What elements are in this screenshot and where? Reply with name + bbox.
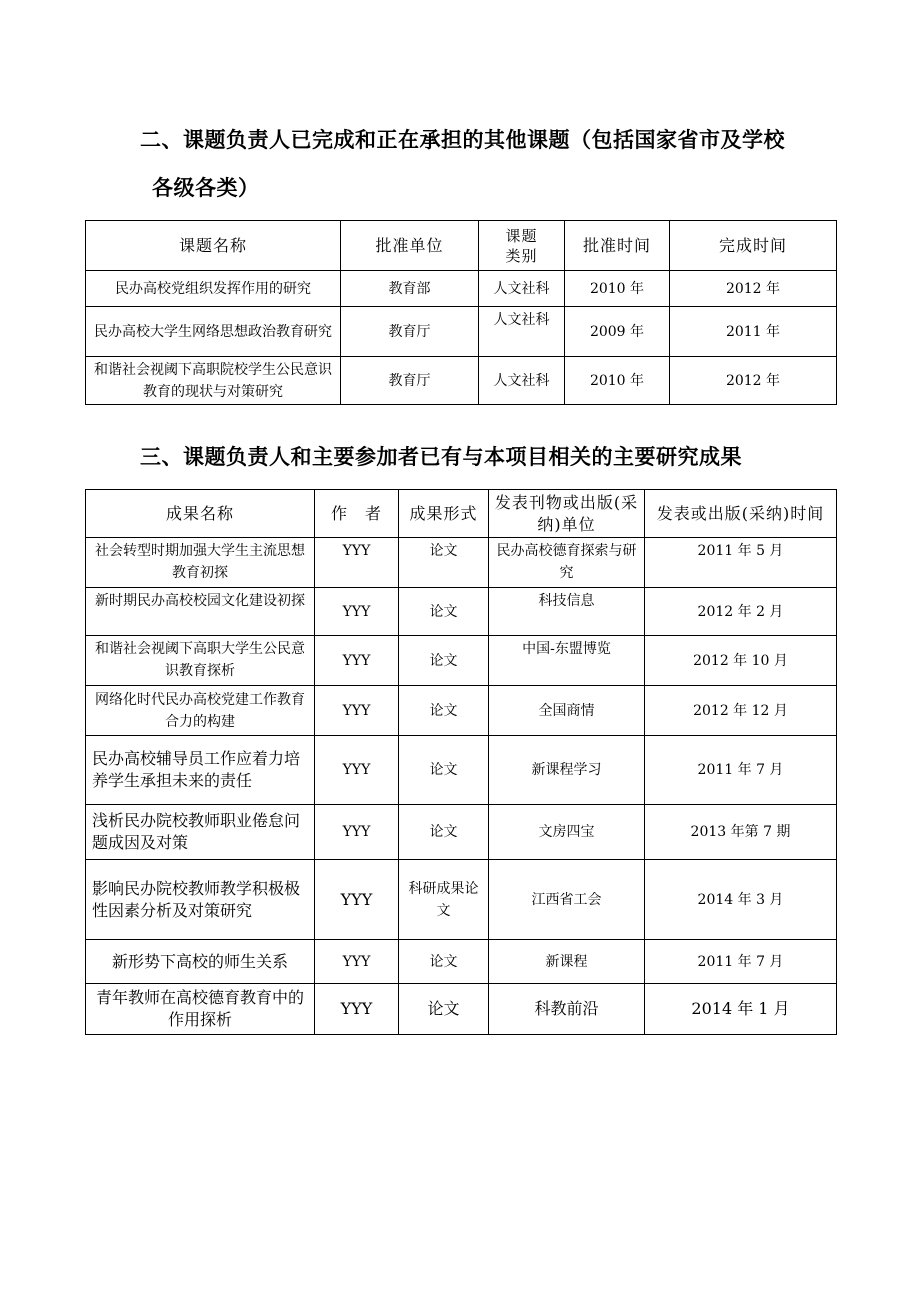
result-form: 论文 [399,805,489,860]
result-form: 论文 [399,736,489,805]
result-form: 科研成果论文 [399,860,489,940]
table-row [86,636,837,686]
result-publisher: 新课程 [489,940,645,984]
header-publisher: 发表刊物或出版(采纳)单位 [489,490,645,538]
result-author: YYY [315,636,399,686]
result-name: 网络化时代民办高校党建工作教育合力的构建 [86,686,315,736]
result-author: YYY [315,940,399,984]
table-row [86,940,837,984]
result-name: 影响民办院校教师教学积极极性因素分析及对策研究 [86,860,315,940]
result-name: 浅析民办院校教师职业倦怠问题成因及对策 [86,805,315,860]
table-row [86,984,837,1035]
result-date: 2014 年 1 月 [645,984,837,1035]
result-publisher: 新课程学习 [489,736,645,805]
project-category: 人文社科 [479,357,565,405]
approving-unit: 教育厅 [341,357,479,405]
completion-time: 2012 年 [670,357,837,405]
research-results-table [85,489,837,1035]
result-date: 2013 年第 7 期 [645,805,837,860]
result-date: 2011 年 7 月 [645,736,837,805]
table-header-row [86,490,837,538]
table-row [86,271,837,307]
result-form: 论文 [399,636,489,686]
result-publisher: 民办高校德育探索与研究 [489,538,645,588]
result-publisher: 全国商情 [489,686,645,736]
project-category: 人文社科 [479,307,565,357]
header-approving-unit: 批准单位 [341,221,479,271]
header-project-name: 课题名称 [86,221,341,271]
result-author: YYY [315,686,399,736]
result-form: 论文 [399,588,489,636]
result-form: 论文 [399,538,489,588]
completion-time: 2011 年 [670,307,837,357]
result-author: YYY [315,588,399,636]
result-publisher: 中国-东盟博览 [489,636,645,686]
result-name: 青年教师在高校德育教育中的作用探析 [86,984,315,1035]
other-projects-table [85,220,837,405]
result-name: 民办高校辅导员工作应着力培养学生承担未来的责任 [86,736,315,805]
result-date: 2011 年 5 月 [645,538,837,588]
result-publisher: 江西省工会 [489,860,645,940]
header-category [479,221,565,271]
header-publish-time: 发表或出版(采纳)时间 [645,490,837,538]
result-form: 论文 [399,940,489,984]
approving-unit: 教育厅 [341,307,479,357]
header-approval-time: 批准时间 [565,221,670,271]
table-row [86,357,837,405]
result-form: 论文 [399,984,489,1035]
approving-unit: 教育部 [341,271,479,307]
completion-time: 2012 年 [670,271,837,307]
approval-time: 2010 年 [565,271,670,307]
result-name: 新形势下高校的师生关系 [86,940,315,984]
section2-heading-line1: 二、课题负责人已完成和正在承担的其他课题（包括国家省市及学校 [140,128,785,152]
header-completion-time: 完成时间 [670,221,837,271]
result-author: YYY [315,984,399,1035]
result-date: 2012 年 2 月 [645,588,837,636]
result-date: 2012 年 10 月 [645,636,837,686]
table-row [86,860,837,940]
result-author: YYY [315,805,399,860]
project-category: 人文社科 [479,271,565,307]
result-date: 2014 年 3 月 [645,860,837,940]
header-result-form: 成果形式 [399,490,489,538]
header-result-name: 成果名称 [86,490,315,538]
result-form: 论文 [399,686,489,736]
section2-heading-line2: 各级各类） [152,176,260,200]
approval-time: 2009 年 [565,307,670,357]
result-name: 社会转型时期加强大学生主流思想教育初探 [86,538,315,588]
result-date: 2011 年 7 月 [645,940,837,984]
result-author: YYY [315,736,399,805]
approval-time: 2010 年 [565,357,670,405]
table-row [86,307,837,357]
result-date: 2012 年 12 月 [645,686,837,736]
project-name: 民办高校大学生网络思想政治教育研究 [86,307,341,357]
table-row [86,805,837,860]
result-name: 新时期民办高校校园文化建设初探 [86,588,315,636]
table-header-row [86,221,837,271]
section3-heading: 三、课题负责人和主要参加者已有与本项目相关的主要研究成果 [140,445,742,469]
result-name: 和谐社会视阈下高职大学生公民意识教育探析 [86,636,315,686]
header-category-line2: 类别 [505,246,538,265]
table-row [86,686,837,736]
header-category-line1: 课题 [505,226,538,245]
project-name: 民办高校党组织发挥作用的研究 [86,271,341,307]
project-name: 和谐社会视阈下高职院校学生公民意识教育的现状与对策研究 [86,357,341,405]
result-publisher: 文房四宝 [489,805,645,860]
header-author: 作 者 [315,490,399,538]
result-author: YYY [315,860,399,940]
table-row [86,588,837,636]
result-author: YYY [315,538,399,588]
result-publisher: 科教前沿 [489,984,645,1035]
table-row [86,538,837,588]
table-row [86,736,837,805]
result-publisher: 科技信息 [489,588,645,636]
